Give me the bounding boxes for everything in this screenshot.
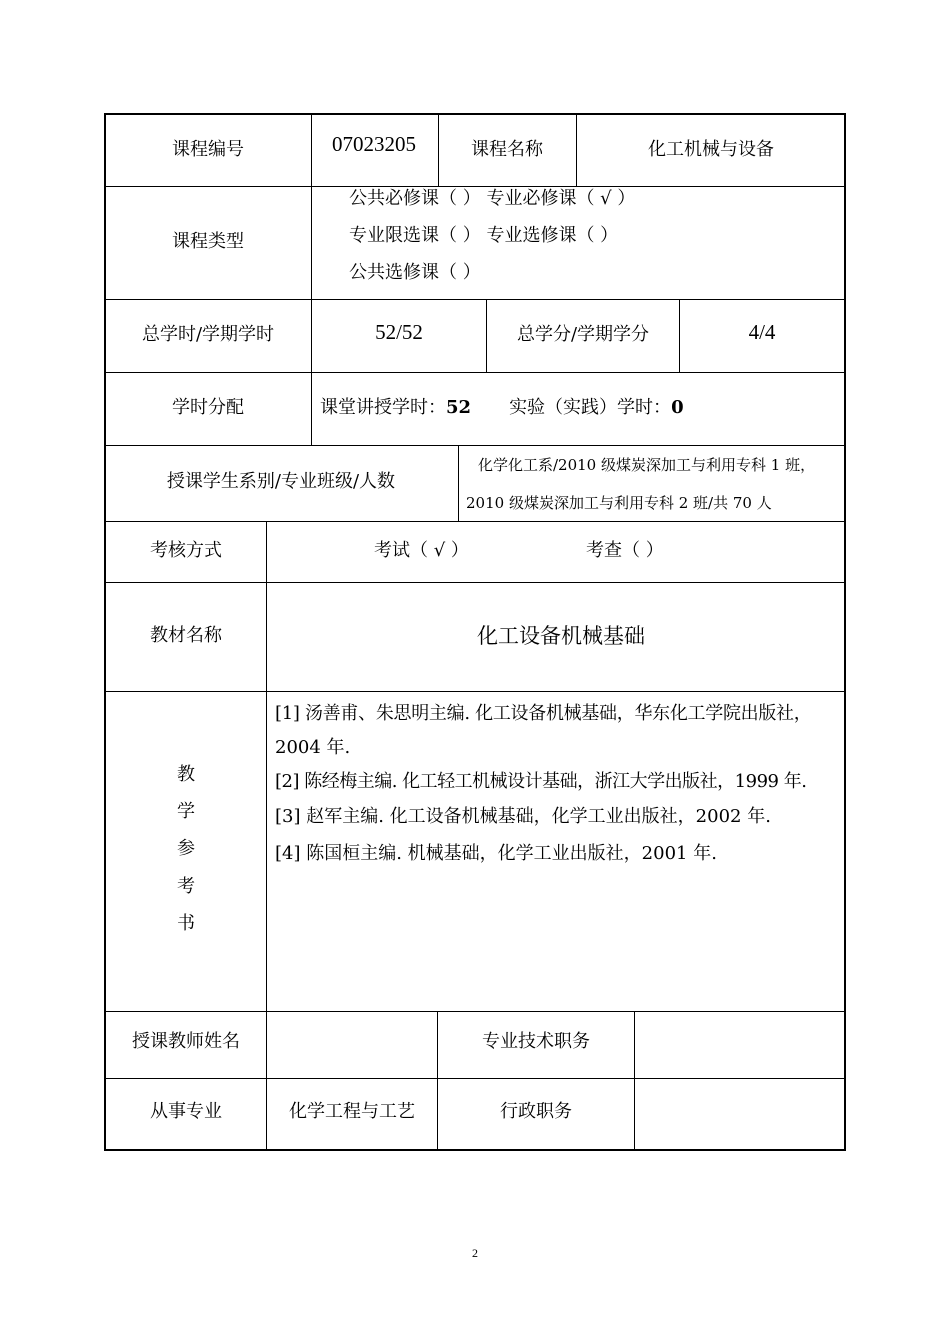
row-divider — [105, 521, 845, 522]
total-credits-value: 4/4 — [748, 320, 776, 344]
reference-item: [1] 汤善甫、朱思明主编. 化工设备机械基础，华东化工学院出版社， — [275, 703, 812, 724]
lecture-hours-value: 52 — [446, 397, 472, 418]
hour-allocation-values — [320, 399, 684, 417]
lab-hours-label: 实验（实践）学时： — [509, 397, 672, 418]
total-hours-label: 总学时/学期学时 — [141, 324, 275, 345]
column-divider — [438, 114, 439, 186]
column-divider — [486, 299, 487, 372]
reference-item: 2004 年. — [275, 737, 351, 758]
specialty-value: 化学工程与工艺 — [289, 1101, 415, 1122]
assessment-check: 考查（ ） — [586, 540, 664, 561]
row-divider — [105, 1078, 845, 1079]
column-divider — [266, 521, 267, 1150]
course-name-label: 课程名称 — [471, 139, 543, 160]
hour-allocation-label: 学时分配 — [172, 397, 244, 418]
course-code-label: 课程编号 — [172, 139, 244, 160]
row-divider — [105, 445, 845, 446]
lab-hours-value: 0 — [671, 397, 684, 418]
row-divider — [105, 1011, 845, 1012]
column-divider — [458, 445, 459, 521]
column-divider — [634, 1011, 635, 1150]
reference-label-char: 参 — [177, 838, 195, 859]
total-hours-value: 52/52 — [375, 320, 423, 344]
reference-item: [4] 陈国桓主编. 机械基础，化学工业出版社，2001 年. — [275, 843, 717, 864]
students-label: 授课学生系别/专业班级/人数 — [166, 471, 396, 492]
course-type-line-1: 公共必修课（ ） 专业必修课（ √ ） — [349, 188, 636, 209]
reference-label-char: 教 — [177, 764, 195, 785]
course-code-value: 07023205 — [332, 132, 416, 156]
reference-item: [2] 陈经梅主编. 化工轻工机械设计基础，浙江大学出版社，1999 年. — [275, 771, 807, 792]
assessment-exam: 考试（ √ ） — [374, 540, 469, 561]
textbook-label: 教材名称 — [150, 625, 222, 646]
column-divider — [311, 114, 312, 445]
teacher-name-label: 授课教师姓名 — [132, 1031, 240, 1052]
textbook-name: 化工设备机械基础 — [477, 624, 645, 648]
professional-title-label: 专业技术职务 — [482, 1031, 590, 1052]
course-name-value: 化工机械与设备 — [648, 139, 774, 160]
row-divider — [105, 186, 845, 187]
reference-label-char: 学 — [177, 801, 195, 822]
row-divider — [105, 582, 845, 583]
reference-item: [3] 赵军主编. 化工设备机械基础，化学工业出版社，2002 年. — [275, 806, 771, 827]
students-line-1: 化学化工系/2010 级煤炭深加工与利用专科 1 班， — [478, 456, 816, 474]
row-divider — [105, 372, 845, 373]
specialty-label: 从事专业 — [150, 1101, 222, 1122]
column-divider — [576, 114, 577, 186]
row-divider — [105, 299, 845, 300]
page-number: 2 — [472, 1246, 478, 1260]
students-line-2: 2010 级煤炭深加工与利用专科 2 班/共 70 人 — [466, 494, 772, 512]
admin-position-label: 行政职务 — [500, 1101, 572, 1122]
column-divider — [437, 1011, 438, 1150]
assessment-label: 考核方式 — [150, 540, 222, 561]
course-type-line-3: 公共选修课（ ） — [349, 262, 481, 283]
reference-label-char: 考 — [177, 876, 195, 897]
lecture-hours-label: 课堂讲授学时： — [320, 397, 446, 418]
total-credits-label: 总学分/学期学分 — [516, 324, 650, 345]
course-type-line-2: 专业限选课（ ） 专业选修课（ ） — [349, 225, 619, 246]
reference-label-char: 书 — [177, 913, 195, 934]
column-divider — [679, 299, 680, 372]
row-divider — [105, 691, 845, 692]
course-type-label: 课程类型 — [172, 231, 244, 252]
